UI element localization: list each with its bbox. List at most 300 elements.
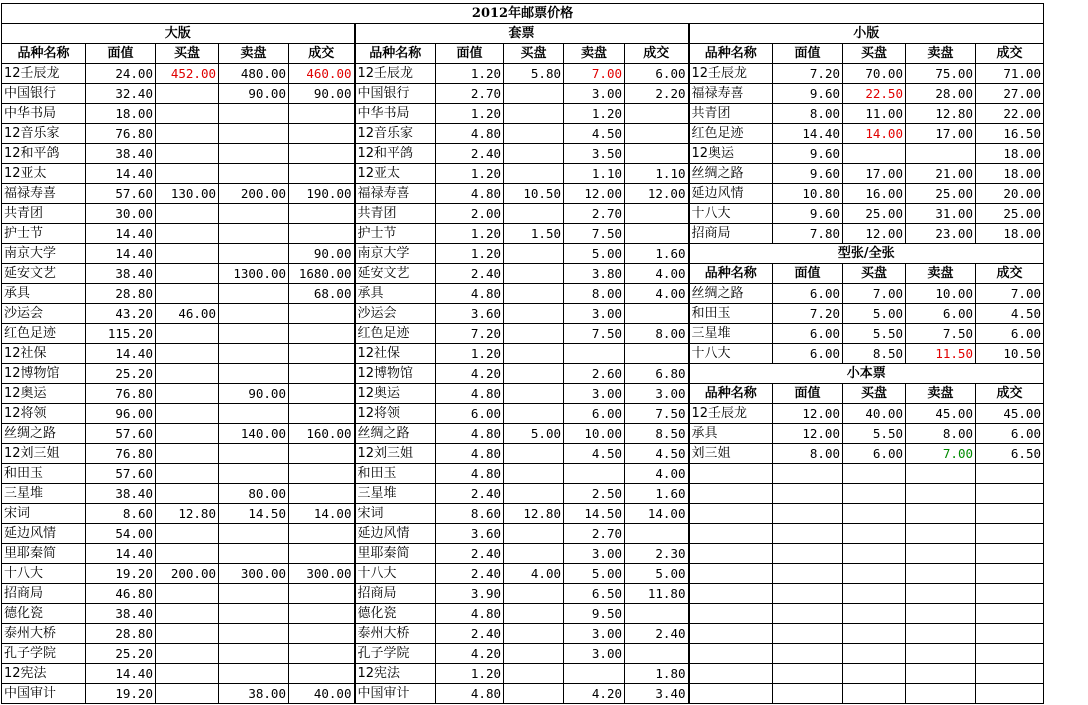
- big-cell: [219, 524, 289, 544]
- small-cell: 8.00: [773, 104, 843, 124]
- empty-cell: [976, 644, 1044, 664]
- set-cell: 1.20: [564, 104, 625, 124]
- big-cell: [219, 444, 289, 464]
- set-cell: 1.60: [625, 484, 689, 504]
- sheet-cell: 10.50: [976, 344, 1044, 364]
- big-cell: 160.00: [289, 424, 355, 444]
- booklet-cell: 承具: [689, 424, 773, 444]
- set-cell: [504, 84, 564, 104]
- big-cell: 护士节: [2, 224, 86, 244]
- set-cell: 2.30: [625, 544, 689, 564]
- set-cell: [504, 384, 564, 404]
- big-cell: [289, 144, 355, 164]
- big-cell: [289, 344, 355, 364]
- big-cell: 200.00: [219, 184, 289, 204]
- big-cell: [289, 204, 355, 224]
- big-cell: 46.80: [86, 584, 156, 604]
- set-cell: 三星堆: [355, 484, 436, 504]
- empty-cell: [843, 504, 906, 524]
- big-cell: 和田玉: [2, 464, 86, 484]
- table-row: [2, 524, 1044, 544]
- set-cell: 3.60: [436, 304, 504, 324]
- small-cell: 23.00: [906, 224, 976, 244]
- column-header: 品种名称: [689, 264, 773, 284]
- set-cell: 2.70: [564, 204, 625, 224]
- set-cell: [504, 264, 564, 284]
- column-header: 成交: [976, 384, 1044, 404]
- table-row: [2, 244, 1044, 264]
- empty-cell: [843, 584, 906, 604]
- sheet-cell: 6.00: [906, 304, 976, 324]
- set-cell: 2.40: [436, 144, 504, 164]
- small-cell: 10.80: [773, 184, 843, 204]
- big-cell: 福禄寿喜: [2, 184, 86, 204]
- set-cell: 4.00: [504, 564, 564, 584]
- big-cell: 190.00: [289, 184, 355, 204]
- empty-cell: [976, 604, 1044, 624]
- set-cell: 4.80: [436, 384, 504, 404]
- empty-cell: [689, 524, 773, 544]
- set-cell: 12博物馆: [355, 364, 436, 384]
- big-cell: [289, 544, 355, 564]
- set-cell: 4.80: [436, 124, 504, 144]
- empty-cell: [906, 524, 976, 544]
- big-cell: 200.00: [156, 564, 219, 584]
- big-cell: 32.40: [86, 84, 156, 104]
- set-cell: 和田玉: [355, 464, 436, 484]
- small-cell: 75.00: [906, 64, 976, 84]
- set-cell: [504, 204, 564, 224]
- set-cell: 2.50: [564, 484, 625, 504]
- column-header: 成交: [976, 264, 1044, 284]
- small-cell: 20.00: [976, 184, 1044, 204]
- set-cell: 沙运会: [355, 304, 436, 324]
- set-cell: 5.00: [564, 244, 625, 264]
- big-cell: [289, 484, 355, 504]
- empty-cell: [843, 464, 906, 484]
- big-cell: [156, 244, 219, 264]
- set-cell: 6.00: [564, 404, 625, 424]
- empty-cell: [906, 604, 976, 624]
- table-row: [2, 464, 1044, 484]
- table-row: [2, 264, 1044, 284]
- small-cell: 16.50: [976, 124, 1044, 144]
- column-header: 卖盘: [219, 44, 289, 64]
- section-title-big: 大版: [2, 24, 355, 44]
- sheet-cell: 丝绸之路: [689, 284, 773, 304]
- set-cell: 3.80: [564, 264, 625, 284]
- column-header: 成交: [976, 44, 1044, 64]
- small-cell: 丝绸之路: [689, 164, 773, 184]
- big-cell: 57.60: [86, 424, 156, 444]
- big-cell: [219, 304, 289, 324]
- sheet-cell: 三星堆: [689, 324, 773, 344]
- big-cell: [289, 404, 355, 424]
- big-cell: [156, 324, 219, 344]
- big-cell: 18.00: [86, 104, 156, 124]
- big-cell: 12博物馆: [2, 364, 86, 384]
- small-cell: 14.40: [773, 124, 843, 144]
- big-cell: 25.20: [86, 644, 156, 664]
- big-cell: [156, 264, 219, 284]
- empty-cell: [976, 504, 1044, 524]
- empty-cell: [906, 684, 976, 704]
- big-cell: 38.40: [86, 604, 156, 624]
- big-cell: [219, 224, 289, 244]
- small-cell: 25.00: [843, 204, 906, 224]
- empty-cell: [843, 624, 906, 644]
- big-cell: [219, 324, 289, 344]
- set-cell: [504, 284, 564, 304]
- set-cell: 7.50: [564, 324, 625, 344]
- set-cell: [504, 664, 564, 684]
- column-header: 买盘: [843, 384, 906, 404]
- sheet-cell: 11.50: [906, 344, 976, 364]
- big-cell: [156, 584, 219, 604]
- big-cell: 14.00: [289, 504, 355, 524]
- big-cell: [156, 404, 219, 424]
- small-cell: 十八大: [689, 204, 773, 224]
- set-cell: 南京大学: [355, 244, 436, 264]
- set-cell: 4.20: [436, 364, 504, 384]
- table-row: [2, 664, 1044, 684]
- section-title-booklet: 小本票: [689, 364, 1044, 384]
- section-title-sheet: 型张/全张: [689, 244, 1044, 264]
- set-cell: 8.00: [625, 324, 689, 344]
- set-cell: [564, 664, 625, 684]
- empty-cell: [773, 684, 843, 704]
- big-cell: [156, 624, 219, 644]
- booklet-cell: 45.00: [906, 404, 976, 424]
- big-cell: 25.20: [86, 364, 156, 384]
- empty-cell: [906, 584, 976, 604]
- big-cell: [156, 484, 219, 504]
- empty-cell: [906, 464, 976, 484]
- set-cell: 12.80: [504, 504, 564, 524]
- big-cell: 19.20: [86, 564, 156, 584]
- big-cell: 38.00: [219, 684, 289, 704]
- empty-cell: [773, 464, 843, 484]
- big-cell: 28.80: [86, 624, 156, 644]
- set-cell: 共青团: [355, 204, 436, 224]
- big-cell: 中华书局: [2, 104, 86, 124]
- set-cell: [504, 164, 564, 184]
- set-cell: 延边风情: [355, 524, 436, 544]
- big-cell: [219, 244, 289, 264]
- set-cell: 3.00: [564, 84, 625, 104]
- set-cell: 6.00: [625, 64, 689, 84]
- empty-cell: [843, 604, 906, 624]
- set-cell: 6.50: [564, 584, 625, 604]
- empty-cell: [843, 484, 906, 504]
- empty-cell: [773, 544, 843, 564]
- big-cell: 共青团: [2, 204, 86, 224]
- big-cell: 8.60: [86, 504, 156, 524]
- big-cell: 30.00: [86, 204, 156, 224]
- small-cell: 福禄寿喜: [689, 84, 773, 104]
- big-cell: 泰州大桥: [2, 624, 86, 644]
- empty-cell: [906, 624, 976, 644]
- set-cell: 1.10: [564, 164, 625, 184]
- empty-cell: [689, 624, 773, 644]
- set-cell: 11.80: [625, 584, 689, 604]
- set-cell: 3.00: [564, 304, 625, 324]
- big-cell: 12将领: [2, 404, 86, 424]
- column-header: 买盘: [843, 264, 906, 284]
- set-cell: 1.10: [625, 164, 689, 184]
- small-cell: 31.00: [906, 204, 976, 224]
- big-cell: 12和平鸽: [2, 144, 86, 164]
- empty-cell: [773, 564, 843, 584]
- column-header: 卖盘: [906, 384, 976, 404]
- big-cell: 40.00: [289, 684, 355, 704]
- empty-cell: [976, 524, 1044, 544]
- small-cell: 7.80: [773, 224, 843, 244]
- big-cell: 14.40: [86, 164, 156, 184]
- set-cell: [504, 304, 564, 324]
- set-cell: [625, 224, 689, 244]
- big-cell: 14.40: [86, 344, 156, 364]
- sheet-cell: 6.00: [773, 284, 843, 304]
- empty-cell: [773, 664, 843, 684]
- set-cell: 红色足迹: [355, 324, 436, 344]
- set-cell: 12音乐家: [355, 124, 436, 144]
- set-cell: 7.20: [436, 324, 504, 344]
- set-cell: 4.80: [436, 684, 504, 704]
- big-cell: 12音乐家: [2, 124, 86, 144]
- big-cell: [219, 344, 289, 364]
- sheet-cell: 7.20: [773, 304, 843, 324]
- set-cell: 3.00: [564, 544, 625, 564]
- big-cell: 76.80: [86, 384, 156, 404]
- set-cell: 1.20: [436, 664, 504, 684]
- empty-cell: [773, 484, 843, 504]
- big-cell: 57.60: [86, 184, 156, 204]
- empty-cell: [773, 524, 843, 544]
- column-header: 成交: [289, 44, 355, 64]
- set-cell: [625, 524, 689, 544]
- set-cell: 3.00: [564, 624, 625, 644]
- big-cell: [219, 364, 289, 384]
- set-cell: [504, 124, 564, 144]
- big-cell: 1300.00: [219, 264, 289, 284]
- big-cell: [156, 124, 219, 144]
- big-cell: 丝绸之路: [2, 424, 86, 444]
- set-cell: 14.00: [625, 504, 689, 524]
- big-cell: 38.40: [86, 264, 156, 284]
- set-cell: [625, 104, 689, 124]
- big-cell: [219, 404, 289, 424]
- empty-cell: [906, 564, 976, 584]
- big-cell: [289, 444, 355, 464]
- booklet-cell: 8.00: [906, 424, 976, 444]
- set-cell: [625, 204, 689, 224]
- set-cell: 4.50: [564, 124, 625, 144]
- big-cell: [219, 124, 289, 144]
- big-cell: 12社保: [2, 344, 86, 364]
- set-cell: 8.00: [564, 284, 625, 304]
- set-cell: [504, 144, 564, 164]
- big-cell: [156, 444, 219, 464]
- big-cell: 300.00: [219, 564, 289, 584]
- set-cell: 4.20: [436, 644, 504, 664]
- table-row: [2, 324, 1044, 344]
- big-cell: 里耶秦简: [2, 544, 86, 564]
- set-cell: 3.00: [564, 384, 625, 404]
- small-cell: 18.00: [976, 164, 1044, 184]
- big-cell: 57.60: [86, 464, 156, 484]
- empty-cell: [976, 664, 1044, 684]
- big-cell: [156, 164, 219, 184]
- empty-cell: [843, 664, 906, 684]
- set-cell: 4.80: [436, 464, 504, 484]
- empty-cell: [976, 564, 1044, 584]
- table-row: [2, 284, 1044, 304]
- big-cell: [156, 544, 219, 564]
- sheet-cell: 8.50: [843, 344, 906, 364]
- sheet-cell: 6.00: [773, 344, 843, 364]
- empty-cell: [906, 544, 976, 564]
- empty-cell: [773, 624, 843, 644]
- small-cell: 28.00: [906, 84, 976, 104]
- sheet-cell: 6.00: [773, 324, 843, 344]
- big-cell: [156, 464, 219, 484]
- big-cell: [289, 604, 355, 624]
- big-cell: 38.40: [86, 144, 156, 164]
- booklet-cell: 6.00: [976, 424, 1044, 444]
- big-cell: 承具: [2, 284, 86, 304]
- big-cell: 1680.00: [289, 264, 355, 284]
- set-cell: [504, 464, 564, 484]
- set-cell: 1.20: [436, 64, 504, 84]
- big-cell: 140.00: [219, 424, 289, 444]
- empty-cell: [689, 684, 773, 704]
- set-cell: 丝绸之路: [355, 424, 436, 444]
- empty-cell: [689, 584, 773, 604]
- big-cell: [289, 584, 355, 604]
- big-cell: [289, 164, 355, 184]
- set-cell: 福禄寿喜: [355, 184, 436, 204]
- set-cell: 1.20: [436, 344, 504, 364]
- small-cell: 9.60: [773, 164, 843, 184]
- big-cell: 19.20: [86, 684, 156, 704]
- table-row: [2, 484, 1044, 504]
- big-cell: [156, 284, 219, 304]
- set-cell: 6.00: [436, 404, 504, 424]
- small-cell: 红色足迹: [689, 124, 773, 144]
- small-cell: 共青团: [689, 104, 773, 124]
- small-cell: 16.00: [843, 184, 906, 204]
- set-cell: [504, 244, 564, 264]
- small-cell: 17.00: [843, 164, 906, 184]
- empty-cell: [689, 504, 773, 524]
- empty-cell: [843, 684, 906, 704]
- big-cell: 96.00: [86, 404, 156, 424]
- sheet-cell: 和田玉: [689, 304, 773, 324]
- set-cell: 2.40: [625, 624, 689, 644]
- big-cell: [219, 584, 289, 604]
- column-header: 面值: [436, 44, 504, 64]
- booklet-cell: 7.00: [906, 444, 976, 464]
- big-cell: [156, 424, 219, 444]
- small-cell: 12壬辰龙: [689, 64, 773, 84]
- set-cell: 2.40: [436, 624, 504, 644]
- big-cell: [156, 524, 219, 544]
- booklet-cell: 刘三姐: [689, 444, 773, 464]
- empty-cell: [976, 544, 1044, 564]
- set-cell: 5.00: [504, 424, 564, 444]
- big-cell: 中国银行: [2, 84, 86, 104]
- set-cell: [625, 304, 689, 324]
- set-cell: 泰州大桥: [355, 624, 436, 644]
- table-row: [2, 544, 1044, 564]
- table-row: [2, 404, 1044, 424]
- table-row: [2, 364, 1044, 384]
- set-cell: 12奥运: [355, 384, 436, 404]
- set-cell: 招商局: [355, 584, 436, 604]
- set-cell: 4.80: [436, 284, 504, 304]
- empty-cell: [689, 604, 773, 624]
- set-cell: 中华书局: [355, 104, 436, 124]
- small-cell: 70.00: [843, 64, 906, 84]
- empty-cell: [689, 464, 773, 484]
- set-cell: 4.20: [564, 684, 625, 704]
- big-cell: 90.00: [219, 84, 289, 104]
- big-cell: [219, 164, 289, 184]
- set-cell: 12亚太: [355, 164, 436, 184]
- sheet-cell: 十八大: [689, 344, 773, 364]
- big-cell: [289, 104, 355, 124]
- set-cell: [625, 604, 689, 624]
- big-cell: 14.40: [86, 664, 156, 684]
- set-cell: 里耶秦简: [355, 544, 436, 564]
- empty-cell: [689, 484, 773, 504]
- set-cell: 9.50: [564, 604, 625, 624]
- booklet-cell: 12壬辰龙: [689, 404, 773, 424]
- empty-cell: [906, 504, 976, 524]
- set-cell: 2.40: [436, 544, 504, 564]
- booklet-cell: 6.00: [843, 444, 906, 464]
- set-cell: 延安文艺: [355, 264, 436, 284]
- set-cell: 3.90: [436, 584, 504, 604]
- big-cell: 延安文艺: [2, 264, 86, 284]
- big-cell: [289, 644, 355, 664]
- booklet-cell: 12.00: [773, 404, 843, 424]
- column-header: 卖盘: [906, 44, 976, 64]
- big-cell: [156, 364, 219, 384]
- column-header: 品种名称: [2, 44, 86, 64]
- set-cell: 12社保: [355, 344, 436, 364]
- set-cell: 2.40: [436, 264, 504, 284]
- big-cell: 300.00: [289, 564, 355, 584]
- small-cell: 11.00: [843, 104, 906, 124]
- big-cell: 招商局: [2, 584, 86, 604]
- set-cell: 4.50: [564, 444, 625, 464]
- small-cell: 9.60: [773, 204, 843, 224]
- column-header: 品种名称: [689, 44, 773, 64]
- booklet-cell: 40.00: [843, 404, 906, 424]
- big-cell: 中国审计: [2, 684, 86, 704]
- big-cell: 43.20: [86, 304, 156, 324]
- set-cell: [504, 444, 564, 464]
- set-cell: [504, 104, 564, 124]
- set-cell: 12和平鸽: [355, 144, 436, 164]
- set-cell: [504, 584, 564, 604]
- empty-cell: [689, 544, 773, 564]
- sheet-cell: 7.00: [843, 284, 906, 304]
- set-cell: 8.50: [625, 424, 689, 444]
- table-row: [2, 624, 1044, 644]
